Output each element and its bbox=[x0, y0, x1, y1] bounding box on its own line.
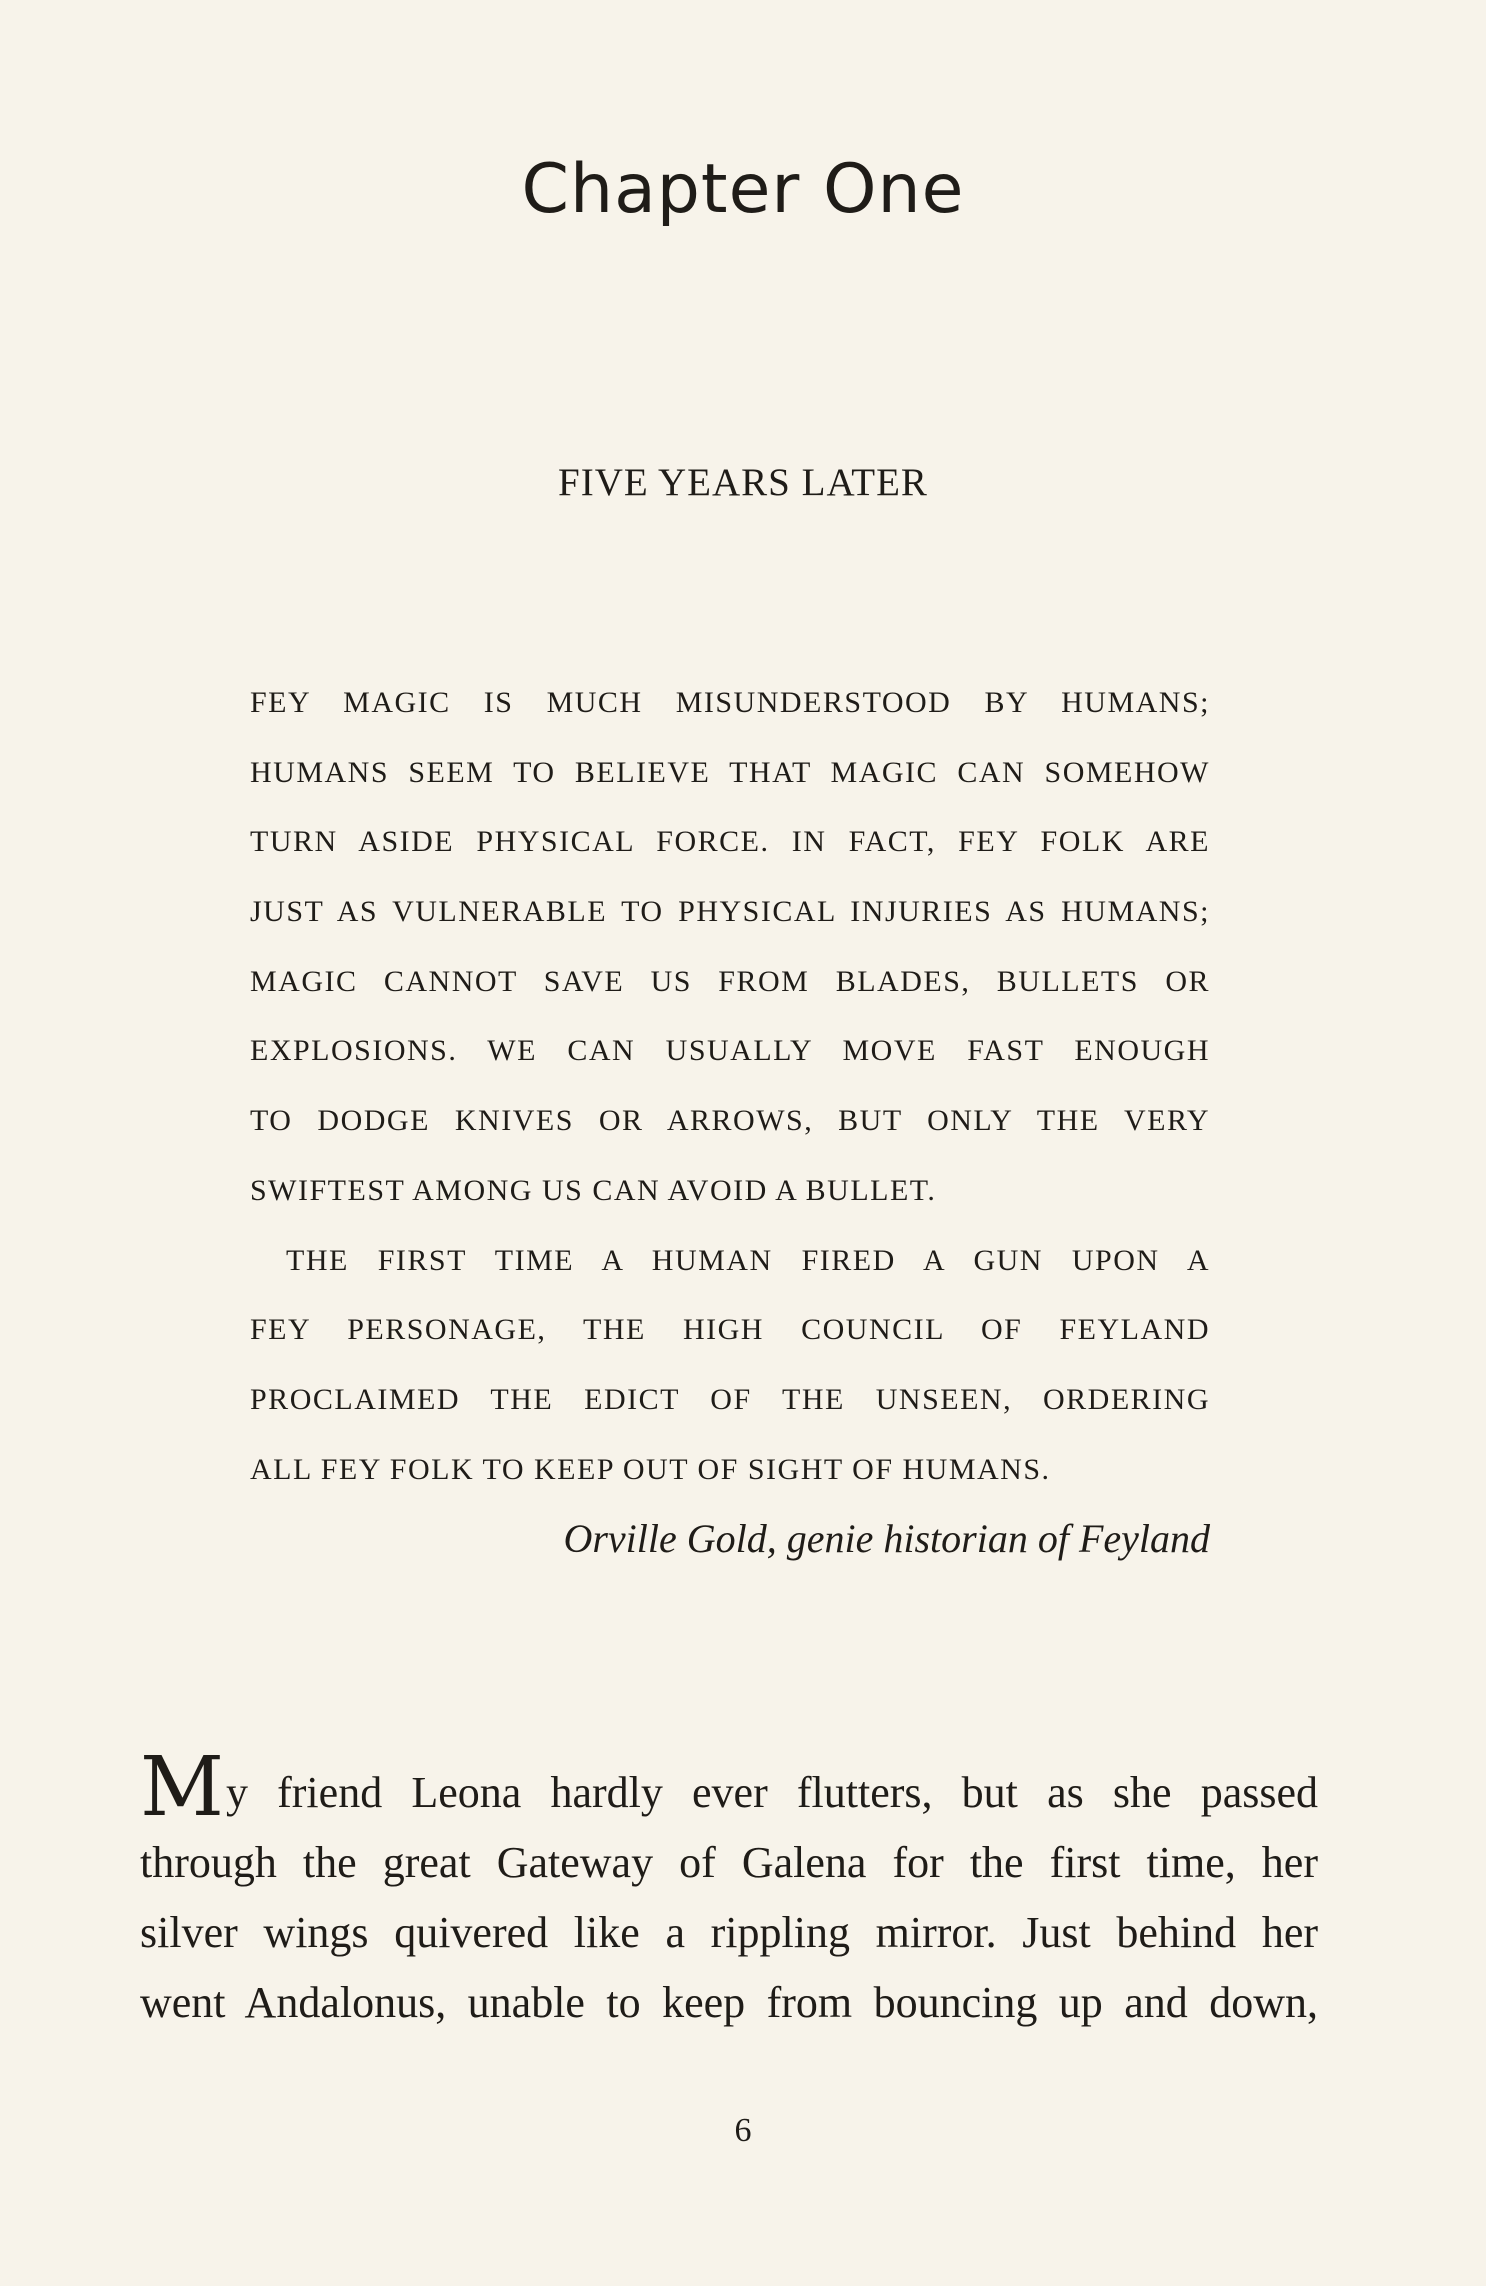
epigraph-line: MAGIC CANNOT SAVE US FROM BLADES, BULLETS OR bbox=[250, 964, 1210, 998]
epigraph-line: PROCLAIMED THE EDICT OF THE UNSEEN, ORDERING bbox=[250, 1382, 1210, 1416]
epigraph-attribution: Orville Gold, genie historian of Feyland bbox=[563, 1516, 1210, 1562]
epigraph-line: TO DODGE KNIVES OR ARROWS, BUT ONLY THE VERY bbox=[250, 1104, 1210, 1138]
epigraph-line: HUMANS SEEM TO BELIEVE THAT MAGIC CAN SOMEHOW bbox=[250, 755, 1210, 789]
epigraph-line: TURN ASIDE PHYSICAL FORCE. IN FACT, FEY FOLK ARE bbox=[250, 825, 1210, 859]
chapter-subtitle: FIVE YEARS LATER bbox=[558, 461, 928, 504]
body-line: silver wings quivered like a rippling mirror. Just behind her bbox=[140, 1908, 1318, 1957]
chapter-title: Chapter One bbox=[521, 150, 965, 229]
epigraph-line: EXPLOSIONS. WE CAN USUALLY MOVE FAST ENOUGH bbox=[250, 1034, 1210, 1068]
chapter-body bbox=[140, 1740, 1318, 2038]
body-line: through the great Gateway of Galena for the first time, her bbox=[140, 1838, 1318, 1887]
epigraph-line: SWIFTEST AMONG US CAN AVOID A BULLET. bbox=[250, 1173, 937, 1207]
epigraph-line: FEY PERSONAGE, THE HIGH COUNCIL OF FEYLAND bbox=[250, 1313, 1210, 1347]
epigraph-line: THE FIRST TIME A HUMAN FIRED A GUN UPON A bbox=[286, 1243, 1210, 1277]
body-first-line-text: y friend Leona hardly ever flutters, but as she passed bbox=[225, 1768, 1318, 1817]
epigraph-line: JUST AS VULNERABLE TO PHYSICAL INJURIES AS HUMANS; bbox=[250, 895, 1210, 929]
epigraph-line: ALL FEY FOLK TO KEEP OUT OF SIGHT OF HUMANS. bbox=[250, 1452, 1051, 1486]
page-number: 6 bbox=[734, 2112, 752, 2149]
body-line bbox=[140, 1740, 1318, 1835]
epigraph-line: FEY MAGIC IS MUCH MISUNDERSTOOD BY HUMANS; bbox=[250, 686, 1210, 719]
drop-cap: M bbox=[140, 1740, 224, 1835]
epigraph bbox=[250, 668, 1210, 1574]
body-line: went Andalonus, unable to keep from bouncing up and down, bbox=[140, 1978, 1318, 2027]
